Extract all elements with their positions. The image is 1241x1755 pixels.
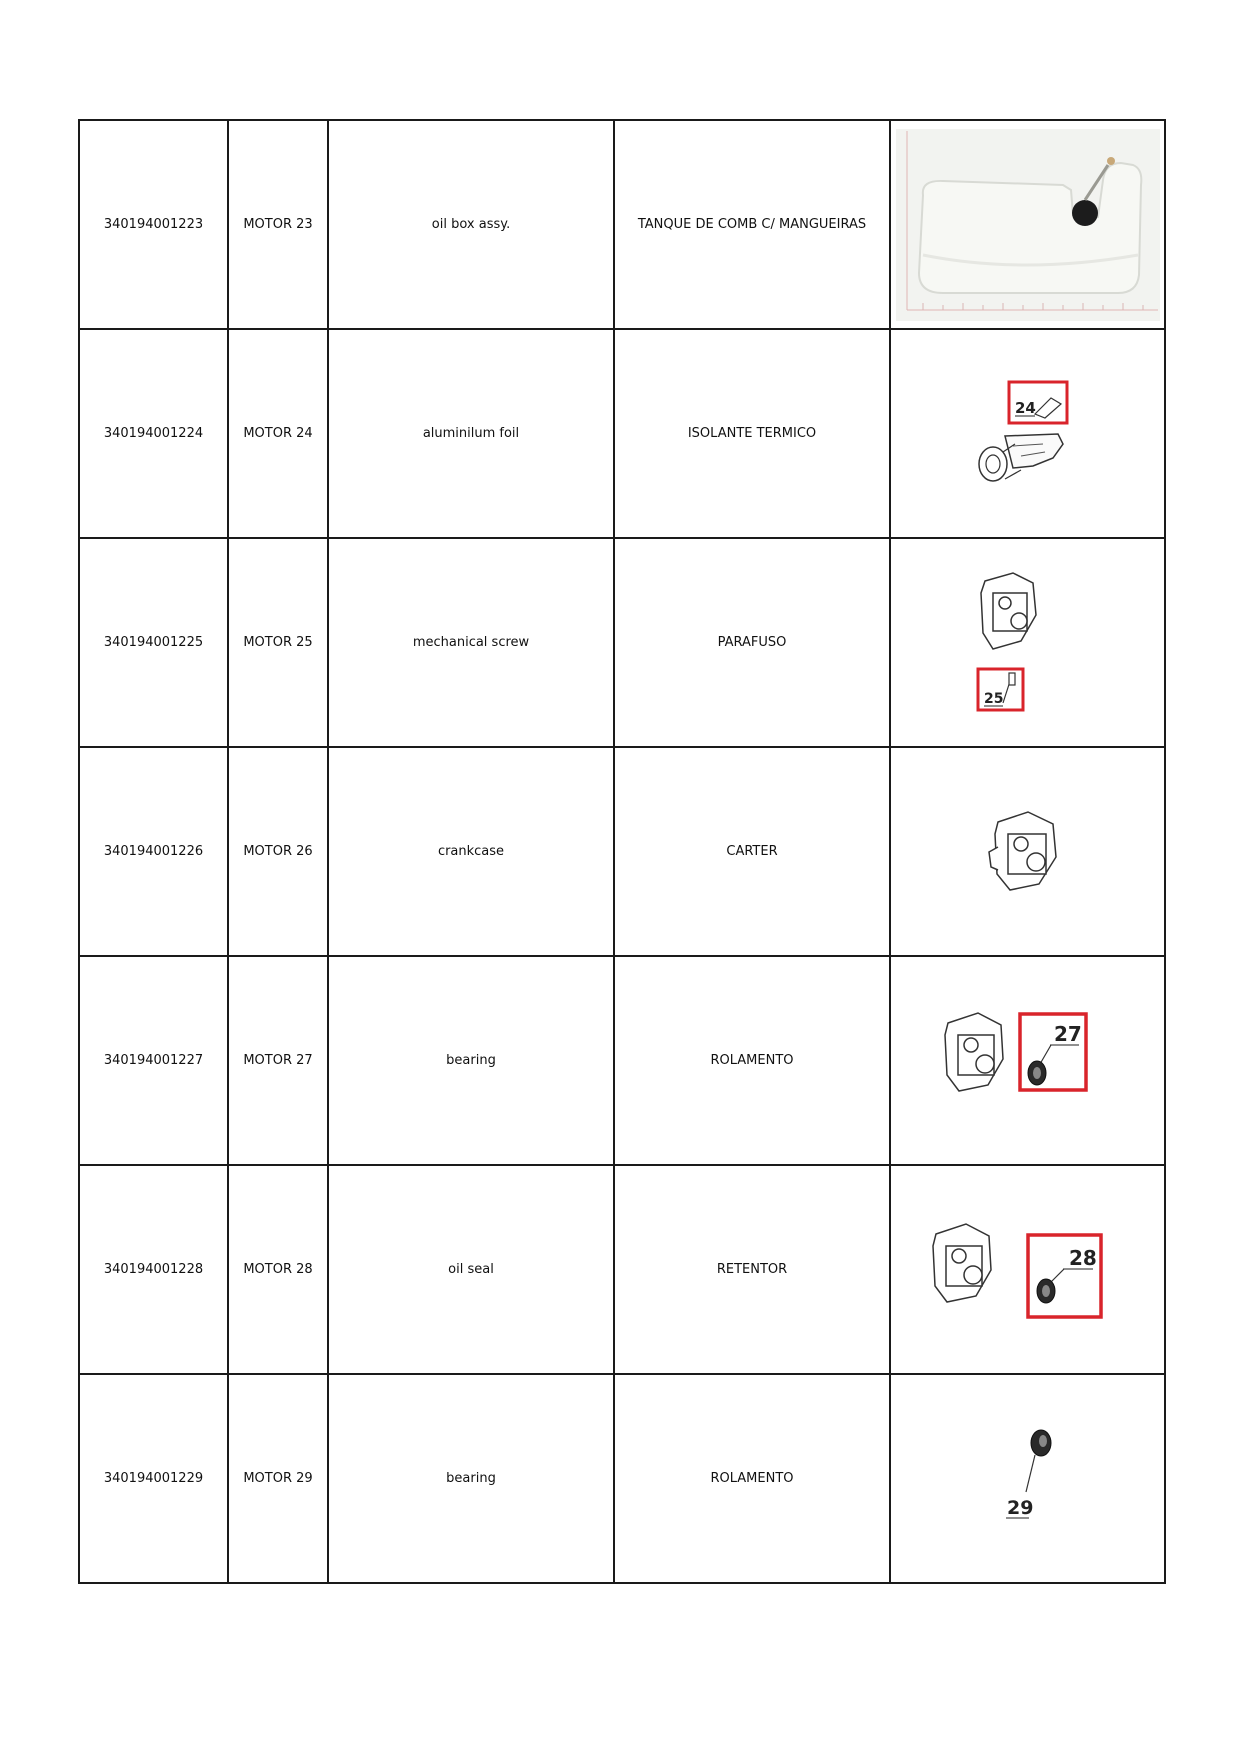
part-image [890, 538, 1165, 747]
callout-number: 28 [1068, 1245, 1097, 1270]
description-pt: RETENTOR [614, 1165, 890, 1374]
callout-number: 29 [1006, 1496, 1033, 1519]
table-row [79, 1165, 1165, 1374]
part-image [890, 329, 1165, 538]
description-pt: TANQUE DE COMB C/ MANGUEIRAS [614, 120, 890, 329]
part-code: 340194001226 [79, 747, 228, 956]
table-row [79, 956, 1165, 1165]
description-pt: ROLAMENTO [614, 1374, 890, 1583]
table-row [79, 747, 1165, 956]
description-en: mechanical screw [328, 538, 614, 747]
table-row [79, 538, 1165, 747]
part-code: 340194001229 [79, 1374, 228, 1583]
fuel-tank-photo-icon [893, 125, 1163, 325]
description-pt: PARAFUSO [614, 538, 890, 747]
part-image [890, 120, 1165, 329]
callout-number: 25 [983, 690, 1003, 707]
motor-ref: MOTOR 27 [228, 956, 328, 1165]
callout-number: 27 [1053, 1021, 1082, 1046]
table-row [79, 1374, 1165, 1583]
table-row [79, 329, 1165, 538]
motor-ref: MOTOR 28 [228, 1165, 328, 1374]
description-pt: ROLAMENTO [614, 956, 890, 1165]
description-en: crankcase [328, 747, 614, 956]
description-pt: CARTER [614, 747, 890, 956]
description-en: oil seal [328, 1165, 614, 1374]
parts-table [78, 119, 1166, 1584]
description-en: bearing [328, 956, 614, 1165]
part-code: 340194001228 [79, 1165, 228, 1374]
callout-number: 24 [1014, 398, 1036, 417]
part-code: 340194001227 [79, 956, 228, 1165]
motor-ref: MOTOR 26 [228, 747, 328, 956]
part-image [890, 956, 1165, 1165]
crankcase-drawing-icon [893, 752, 1163, 952]
part-code: 340194001225 [79, 538, 228, 747]
motor-ref: MOTOR 23 [228, 120, 328, 329]
part-image [890, 1374, 1165, 1583]
bearing-drawing-icon [893, 961, 1163, 1161]
part-image [890, 1165, 1165, 1374]
heat-shield-drawing-icon [893, 334, 1163, 534]
part-image [890, 747, 1165, 956]
motor-ref: MOTOR 25 [228, 538, 328, 747]
motor-ref: MOTOR 29 [228, 1374, 328, 1583]
screw-drawing-icon [893, 543, 1163, 743]
description-en: oil box assy. [328, 120, 614, 329]
part-code: 340194001223 [79, 120, 228, 329]
description-en: bearing [328, 1374, 614, 1583]
table-row [79, 120, 1165, 329]
description-pt: ISOLANTE TERMICO [614, 329, 890, 538]
description-en: aluminilum foil [328, 329, 614, 538]
part-code: 340194001224 [79, 329, 228, 538]
bearing-drawing-icon [893, 1379, 1163, 1579]
oil-seal-drawing-icon [893, 1170, 1163, 1370]
motor-ref: MOTOR 24 [228, 329, 328, 538]
